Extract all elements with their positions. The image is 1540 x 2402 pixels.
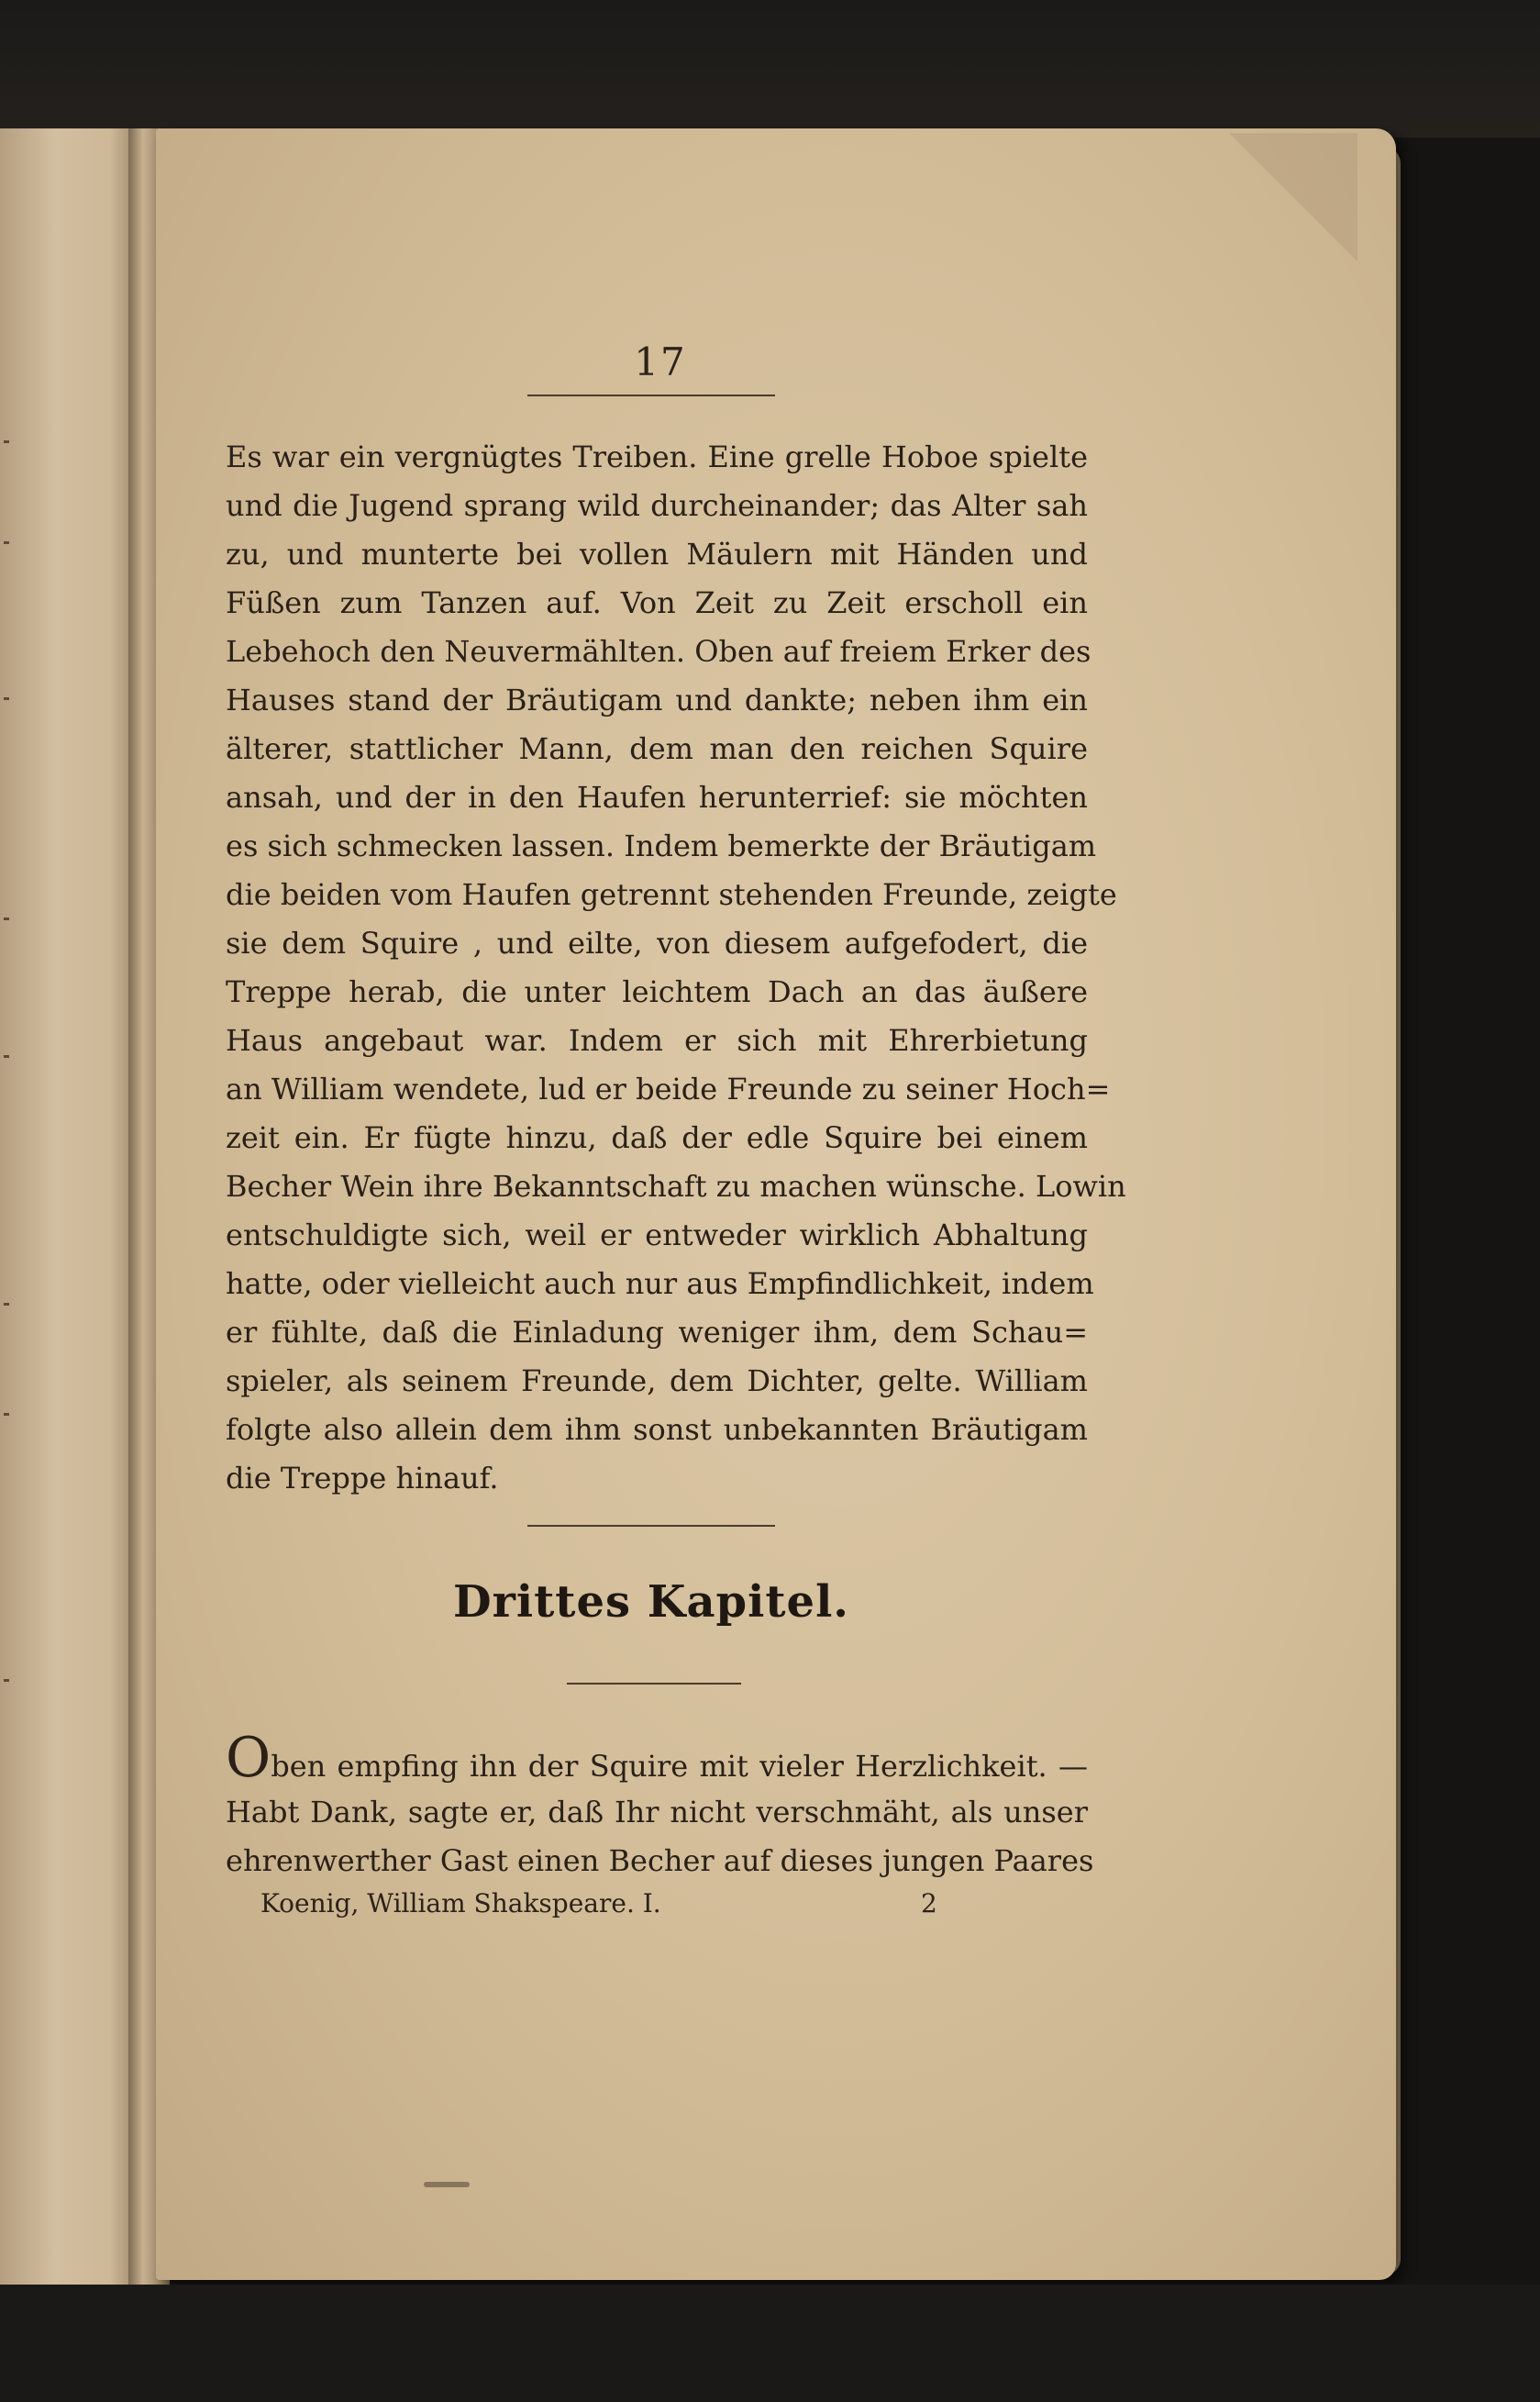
ink-smudge [424, 2182, 470, 2187]
text-line: an William wendete, lud er beide Freunde zu seiner Hoch= [226, 1072, 1111, 1106]
left-page-mark [4, 1055, 9, 1058]
text-line: ansah, und der in den Haufen herunterrief: sie möchten [226, 780, 1088, 815]
text-line: spieler, als seinem Freunde, dem Dichter, gelte. William [226, 1363, 1088, 1398]
text-line: sie dem Squire , und eilte, von diesem aufgefodert, die [226, 926, 1088, 961]
text-line: zeit ein. Er fügte hinzu, daß der edle Squire bei einem [226, 1120, 1088, 1155]
chapter-rule [567, 1683, 741, 1685]
text-line: Hauses stand der Bräutigam und dankte; neben ihm ein [226, 683, 1088, 717]
chapter-heading: Drittes Kapitel. [452, 1576, 850, 1628]
left-page-mark [4, 1679, 9, 1682]
text-line: Treppe herab, die unter leichtem Dach an das äußere [226, 974, 1088, 1009]
background-top [0, 0, 1540, 138]
text-line: entschuldigte sich, weil er entweder wirklich Abhaltung [226, 1218, 1088, 1252]
signature-number: 2 [921, 1888, 937, 1918]
left-page-mark [4, 1303, 9, 1306]
text-line: die Treppe hinauf. [226, 1461, 499, 1496]
text-line: Habt Dank, sagte er, daß Ihr nicht verschmäht, als unser [226, 1795, 1088, 1829]
body-text [226, 433, 1126, 1503]
left-page-mark [4, 541, 9, 544]
page-number: 17 [634, 339, 687, 384]
left-page-mark [4, 917, 9, 920]
page-corner-fold [1229, 133, 1357, 261]
text-line: die beiden vom Haufen getrennt stehenden Freunde, zeigte [226, 877, 1117, 912]
header-rule [527, 395, 775, 396]
text-line: es sich schmecken lassen. Indem bemerkte der Bräutigam [226, 828, 1097, 863]
text-line [226, 1726, 1088, 1790]
signature-text: Koenig, William Shakspeare. I. [260, 1888, 661, 1918]
text-line: hatte, oder vielleicht auch nur aus Empfindlichkeit, indem [226, 1266, 1094, 1301]
text-line: ehrenwerther Gast einen Becher auf dieses jungen Paares [226, 1843, 1094, 1878]
left-page-mark [4, 440, 9, 443]
text-line-content: ben empfing ihn der Squire mit vieler Herzlichkeit. — [271, 1749, 1088, 1784]
left-page-mark [4, 697, 9, 700]
text-line: er fühlte, daß die Einladung weniger ihm, dem Schau= [226, 1315, 1088, 1350]
chapter-text [226, 1726, 1094, 1885]
printer-signature [260, 1888, 939, 1918]
text-line: Füßen zum Tanzen auf. Von Zeit zu Zeit erscholl ein [226, 585, 1088, 620]
text-line: älterer, stattlicher Mann, dem man den reichen Squire [226, 731, 1088, 766]
text-line: Haus angebaut war. Indem er sich mit Ehrerbietung [226, 1023, 1088, 1058]
text-line: und die Jugend sprang wild durcheinander; das Alter sah [226, 488, 1088, 523]
drop-cap: O [226, 1726, 271, 1790]
text-line: zu, und munterte bei vollen Mäulern mit Händen und [226, 537, 1088, 572]
text-line: Becher Wein ihre Bekanntschaft zu machen wünsche. Lowin [226, 1169, 1126, 1204]
background-bottom [0, 2285, 1540, 2402]
text-line: folgte also allein dem ihm sonst unbekannten Bräutigam [226, 1412, 1088, 1447]
left-page-edge [0, 128, 139, 2303]
text-line: Lebehoch den Neuvermählten. Oben auf freiem Erker des [226, 634, 1091, 669]
text-line: Es war ein vergnügtes Treiben. Eine grelle Hoboe spielte [226, 439, 1088, 474]
left-page-mark [4, 1413, 9, 1416]
section-rule [527, 1525, 775, 1527]
